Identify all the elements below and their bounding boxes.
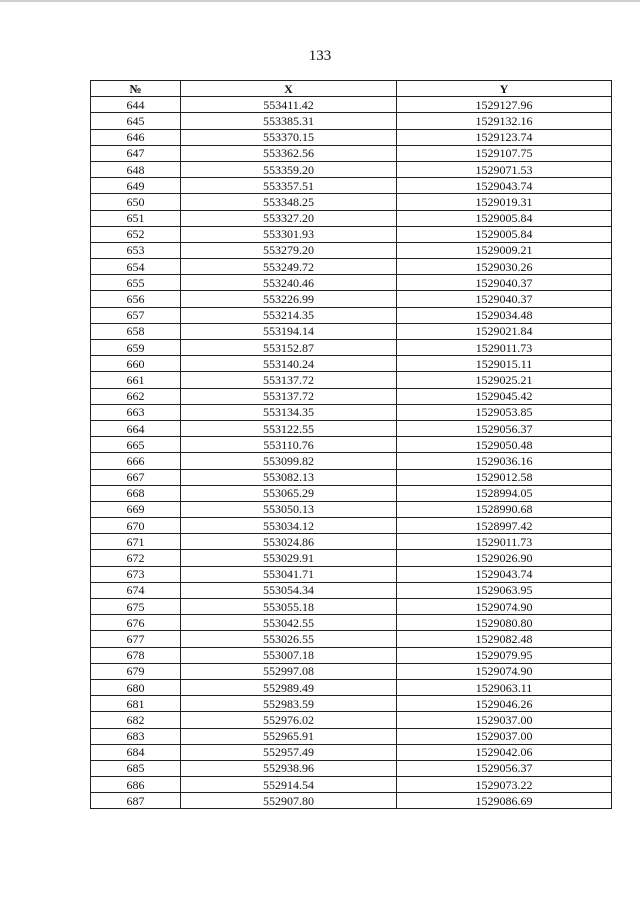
cell-y: 1529005.84	[397, 210, 612, 226]
table-row	[91, 291, 612, 307]
table-row	[91, 469, 612, 485]
cell-y: 1529005.84	[397, 226, 612, 242]
cell-x: 553099.82	[181, 453, 397, 469]
cell-y: 1529071.53	[397, 161, 612, 177]
cell-x: 553249.72	[181, 259, 397, 275]
cell-number: 649	[91, 178, 181, 194]
cell-number: 683	[91, 728, 181, 744]
table-row	[91, 518, 612, 534]
cell-y: 1529123.74	[397, 129, 612, 145]
table-row	[91, 615, 612, 631]
cell-number: 686	[91, 777, 181, 793]
cell-x: 553214.35	[181, 307, 397, 323]
cell-number: 658	[91, 323, 181, 339]
cell-y: 1529025.21	[397, 372, 612, 388]
table-row	[91, 566, 612, 582]
cell-x: 553065.29	[181, 485, 397, 501]
cell-y: 1529042.06	[397, 744, 612, 760]
cell-y: 1529040.37	[397, 275, 612, 291]
cell-y: 1529037.00	[397, 728, 612, 744]
cell-y: 1529011.73	[397, 534, 612, 550]
cell-number: 647	[91, 145, 181, 161]
cell-number: 671	[91, 534, 181, 550]
cell-y: 1529011.73	[397, 340, 612, 356]
table-row	[91, 534, 612, 550]
table-row	[91, 307, 612, 323]
cell-x: 552957.49	[181, 744, 397, 760]
cell-number: 650	[91, 194, 181, 210]
cell-number: 661	[91, 372, 181, 388]
table-row	[91, 599, 612, 615]
header-number: №	[91, 81, 181, 97]
cell-number: 674	[91, 582, 181, 598]
cell-x: 552989.49	[181, 679, 397, 695]
cell-x: 553042.55	[181, 615, 397, 631]
cell-y: 1529034.48	[397, 307, 612, 323]
cell-y: 1529079.95	[397, 647, 612, 663]
cell-number: 662	[91, 388, 181, 404]
cell-x: 553050.13	[181, 501, 397, 517]
cell-y: 1529063.11	[397, 679, 612, 695]
cell-y: 1529036.16	[397, 453, 612, 469]
header-y: Y	[397, 81, 612, 97]
cell-number: 653	[91, 242, 181, 258]
cell-number: 655	[91, 275, 181, 291]
cell-number: 668	[91, 485, 181, 501]
cell-x: 553082.13	[181, 469, 397, 485]
cell-y: 1529107.75	[397, 145, 612, 161]
table-row	[91, 550, 612, 566]
cell-y: 1528994.05	[397, 485, 612, 501]
table-row	[91, 696, 612, 712]
cell-number: 675	[91, 599, 181, 615]
cell-number: 670	[91, 518, 181, 534]
table-row	[91, 129, 612, 145]
table-row	[91, 777, 612, 793]
cell-number: 644	[91, 97, 181, 113]
table-row	[91, 647, 612, 663]
cell-number: 664	[91, 420, 181, 436]
cell-number: 682	[91, 712, 181, 728]
cell-x: 553134.35	[181, 404, 397, 420]
table-row	[91, 275, 612, 291]
table-row	[91, 226, 612, 242]
cell-x: 552976.02	[181, 712, 397, 728]
cell-x: 553385.31	[181, 113, 397, 129]
cell-x: 553055.18	[181, 599, 397, 615]
table-row	[91, 453, 612, 469]
cell-y: 1529080.80	[397, 615, 612, 631]
table-row	[91, 437, 612, 453]
cell-y: 1529063.95	[397, 582, 612, 598]
cell-y: 1529053.85	[397, 404, 612, 420]
cell-x: 553026.55	[181, 631, 397, 647]
table-row	[91, 663, 612, 679]
table-row	[91, 356, 612, 372]
cell-x: 552907.80	[181, 793, 397, 809]
table-row	[91, 145, 612, 161]
cell-y: 1529086.69	[397, 793, 612, 809]
cell-number: 667	[91, 469, 181, 485]
cell-y: 1529056.37	[397, 420, 612, 436]
cell-x: 553357.51	[181, 178, 397, 194]
table-row	[91, 372, 612, 388]
cell-y: 1529040.37	[397, 291, 612, 307]
cell-x: 553137.72	[181, 388, 397, 404]
cell-number: 657	[91, 307, 181, 323]
cell-x: 553194.14	[181, 323, 397, 339]
cell-x: 553226.99	[181, 291, 397, 307]
cell-number: 681	[91, 696, 181, 712]
cell-number: 677	[91, 631, 181, 647]
cell-y: 1529056.37	[397, 760, 612, 776]
cell-number: 663	[91, 404, 181, 420]
table-row	[91, 793, 612, 809]
table-row	[91, 582, 612, 598]
table-row	[91, 501, 612, 517]
table-row	[91, 712, 612, 728]
table-row	[91, 178, 612, 194]
table-row	[91, 420, 612, 436]
cell-x: 553301.93	[181, 226, 397, 242]
cell-number: 678	[91, 647, 181, 663]
scan-top-edge	[0, 0, 640, 2]
table-body	[91, 97, 612, 809]
cell-number: 646	[91, 129, 181, 145]
cell-x: 553029.91	[181, 550, 397, 566]
cell-number: 652	[91, 226, 181, 242]
cell-x: 553041.71	[181, 566, 397, 582]
cell-y: 1529015.11	[397, 356, 612, 372]
table-row	[91, 210, 612, 226]
cell-x: 553370.15	[181, 129, 397, 145]
cell-y: 1529132.16	[397, 113, 612, 129]
cell-number: 645	[91, 113, 181, 129]
cell-number: 665	[91, 437, 181, 453]
table-row	[91, 728, 612, 744]
header-x: X	[181, 81, 397, 97]
cell-number: 656	[91, 291, 181, 307]
cell-x: 552997.08	[181, 663, 397, 679]
cell-number: 660	[91, 356, 181, 372]
cell-y: 1529043.74	[397, 178, 612, 194]
cell-y: 1529009.21	[397, 242, 612, 258]
cell-y: 1529074.90	[397, 599, 612, 615]
cell-x: 553110.76	[181, 437, 397, 453]
cell-x: 553137.72	[181, 372, 397, 388]
cell-number: 672	[91, 550, 181, 566]
cell-x: 553279.20	[181, 242, 397, 258]
table-row	[91, 113, 612, 129]
cell-number: 687	[91, 793, 181, 809]
cell-number: 673	[91, 566, 181, 582]
cell-y: 1529082.48	[397, 631, 612, 647]
table-row	[91, 242, 612, 258]
cell-x: 553054.34	[181, 582, 397, 598]
cell-number: 666	[91, 453, 181, 469]
cell-x: 552983.59	[181, 696, 397, 712]
cell-y: 1529043.74	[397, 566, 612, 582]
table-header-row	[91, 81, 612, 97]
cell-y: 1529026.90	[397, 550, 612, 566]
cell-x: 553034.12	[181, 518, 397, 534]
page-number: 133	[308, 48, 332, 64]
cell-x: 553411.42	[181, 97, 397, 113]
cell-number: 651	[91, 210, 181, 226]
cell-y: 1529030.26	[397, 259, 612, 275]
table-row	[91, 404, 612, 420]
cell-x: 553359.20	[181, 161, 397, 177]
cell-x: 553348.25	[181, 194, 397, 210]
table-row	[91, 323, 612, 339]
cell-y: 1529074.90	[397, 663, 612, 679]
table-row	[91, 744, 612, 760]
table-row	[91, 161, 612, 177]
cell-number: 680	[91, 679, 181, 695]
cell-x: 553327.20	[181, 210, 397, 226]
table-row	[91, 631, 612, 647]
table-row	[91, 388, 612, 404]
cell-y: 1529045.42	[397, 388, 612, 404]
cell-y: 1528990.68	[397, 501, 612, 517]
cell-number: 684	[91, 744, 181, 760]
table-row	[91, 259, 612, 275]
cell-number: 648	[91, 161, 181, 177]
cell-number: 659	[91, 340, 181, 356]
cell-x: 552938.96	[181, 760, 397, 776]
cell-y: 1528997.42	[397, 518, 612, 534]
cell-x: 553152.87	[181, 340, 397, 356]
cell-number: 654	[91, 259, 181, 275]
cell-y: 1529012.58	[397, 469, 612, 485]
cell-y: 1529127.96	[397, 97, 612, 113]
table-row	[91, 679, 612, 695]
cell-y: 1529021.84	[397, 323, 612, 339]
cell-x: 553140.24	[181, 356, 397, 372]
table-row	[91, 485, 612, 501]
cell-x: 553122.55	[181, 420, 397, 436]
cell-y: 1529050.48	[397, 437, 612, 453]
coordinates-table	[90, 80, 612, 809]
table-row	[91, 194, 612, 210]
cell-x: 553362.56	[181, 145, 397, 161]
table-row	[91, 760, 612, 776]
cell-number: 679	[91, 663, 181, 679]
cell-x: 552914.54	[181, 777, 397, 793]
cell-x: 553024.86	[181, 534, 397, 550]
cell-x: 553240.46	[181, 275, 397, 291]
table-row	[91, 340, 612, 356]
cell-number: 669	[91, 501, 181, 517]
cell-number: 685	[91, 760, 181, 776]
cell-y: 1529037.00	[397, 712, 612, 728]
cell-number: 676	[91, 615, 181, 631]
cell-x: 552965.91	[181, 728, 397, 744]
cell-y: 1529019.31	[397, 194, 612, 210]
cell-y: 1529046.26	[397, 696, 612, 712]
table-row	[91, 97, 612, 113]
cell-x: 553007.18	[181, 647, 397, 663]
cell-y: 1529073.22	[397, 777, 612, 793]
